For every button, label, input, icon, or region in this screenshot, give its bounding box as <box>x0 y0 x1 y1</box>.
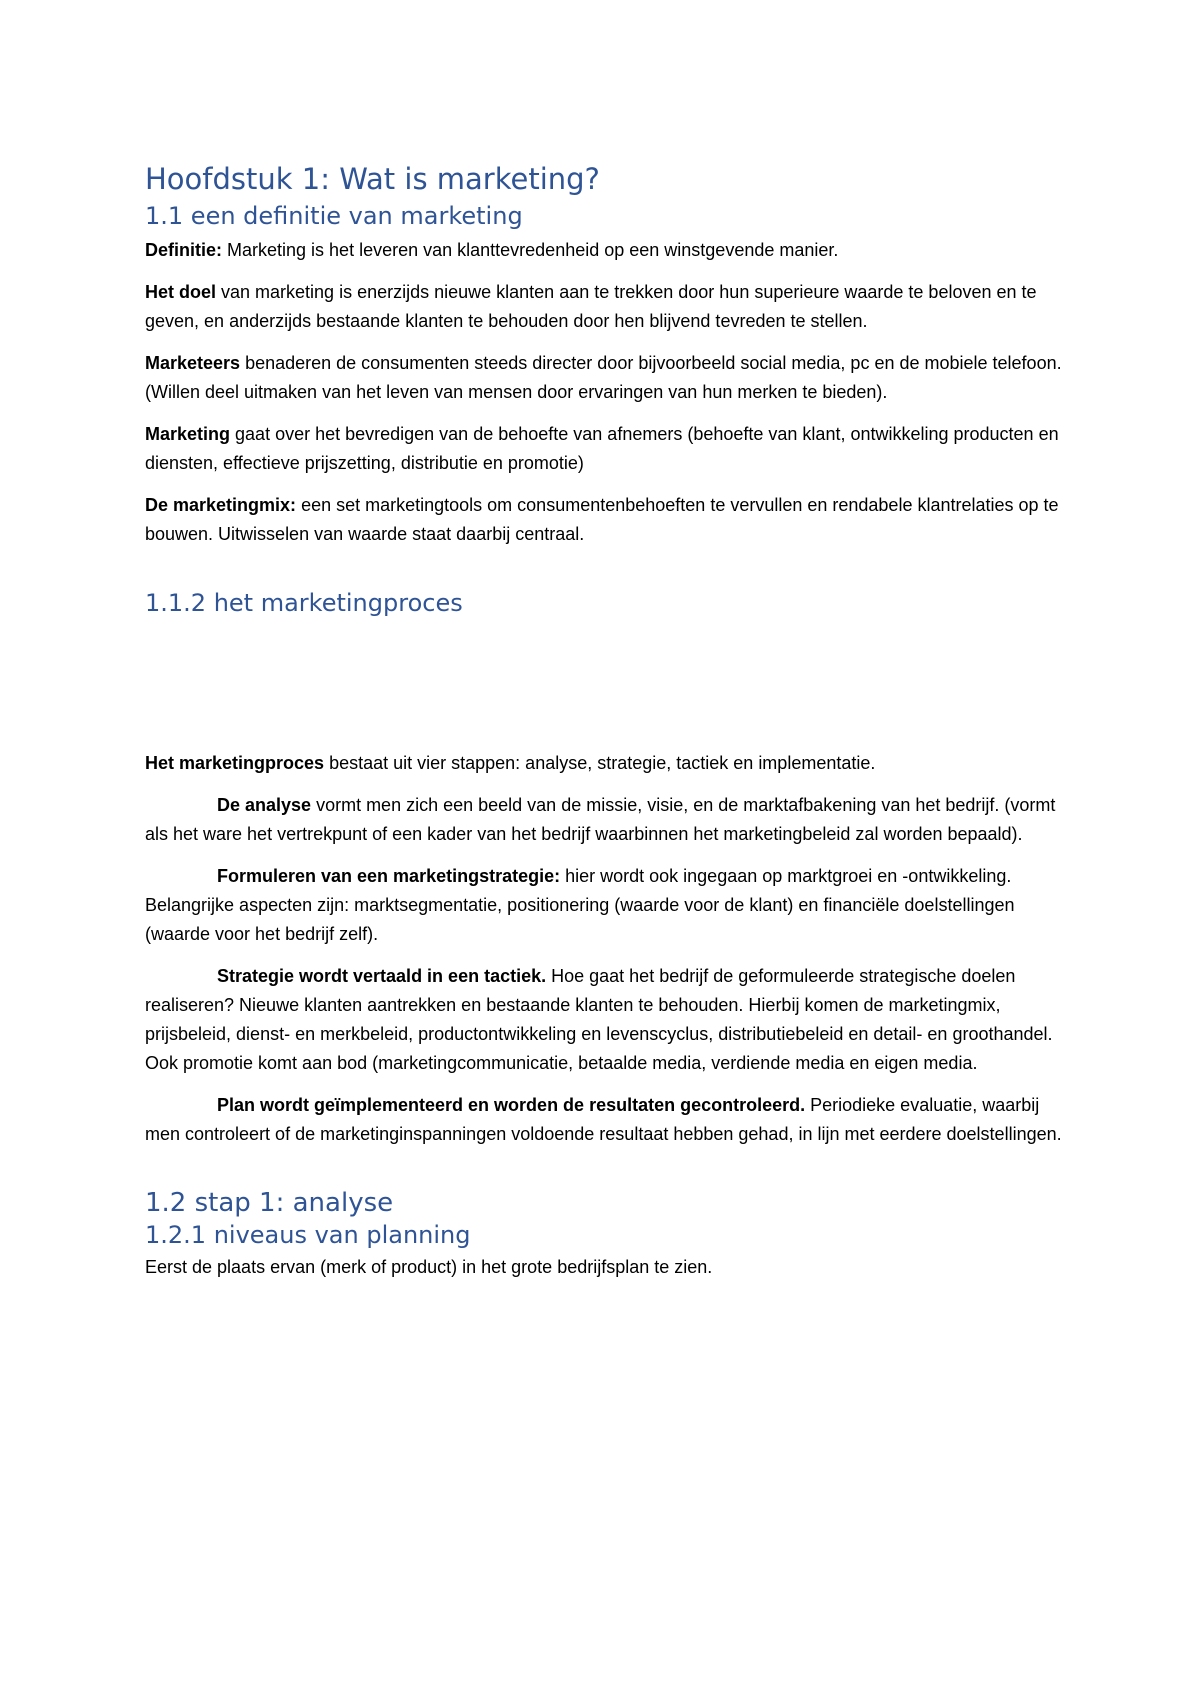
bold-term: Strategie wordt vertaald in een tactiek. <box>217 966 547 986</box>
bold-term: De analyse <box>217 795 312 815</box>
paragraph-marketingmix <box>145 491 1065 549</box>
document-page <box>145 160 1065 1295</box>
paragraph-text: vormt men zich een beeld van de missie, visie, en de marktafbakening van het bedrijf. (vormt als het ware het vertrekpunt of een kader van het bedrijf waarbinnen het marketingbeleid zal worden bepaald). <box>145 795 1056 844</box>
paragraph-doel <box>145 278 1065 336</box>
bold-term: Formuleren van een marketingstrategie: <box>217 866 561 886</box>
bold-term: De marketingmix: <box>145 495 297 515</box>
bold-term: Het marketingproces <box>145 753 325 773</box>
paragraph-marketing <box>145 420 1065 478</box>
paragraph-text: bestaat uit vier stappen: analyse, strategie, tactiek en implementatie. <box>324 753 876 773</box>
paragraph-strategie <box>145 862 1065 949</box>
paragraph-analyse <box>145 791 1065 849</box>
paragraph-definitie <box>145 236 1065 265</box>
section-heading-1-2-1: 1.2.1 niveaus van planning <box>145 1221 471 1249</box>
paragraph-text: van marketing is enerzijds nieuwe klanten aan te trekken door hun superieure waarde te beloven en te geven, en anderzijds bestaande klanten te behouden door hen blijvend tevreden te stellen. <box>145 282 1037 331</box>
paragraph-marketeers <box>145 349 1065 407</box>
paragraph-text: benaderen de consumenten steeds directer door bijvoorbeeld social media, pc en de mobiele telefoon. (Willen deel uitmaken van het leven van mensen door ervaringen van hun merken te bieden). <box>145 353 1062 402</box>
bold-term: Marketeers <box>145 353 241 373</box>
paragraph-tactiek <box>145 962 1065 1078</box>
paragraph-text: Periodieke evaluatie, waarbij men controleert of de marketinginspanningen voldoende resultaat hebben gehad, in lijn met eerdere doelstellingen. <box>145 1095 1062 1144</box>
paragraph-eerst: Eerst de plaats ervan (merk of product) in het grote bedrijfsplan te zien. <box>145 1257 713 1277</box>
paragraph-text: Marketing is het leveren van klanttevredenheid op een winstgevende manier. <box>222 240 839 260</box>
bold-term: Definitie: <box>145 240 223 260</box>
section-heading-1-1: 1.1 een definitie van marketing <box>145 202 523 230</box>
paragraph-text: hier wordt ook ingegaan op marktgroei en -ontwikkeling. Belangrijke aspecten zijn: marktsegmentatie, positionering (waarde voor de klant) en financiële doelstellingen (waarde voor het bedrijf zelf). <box>145 866 1015 944</box>
paragraph-text: Hoe gaat het bedrijf de geformuleerde strategische doelen realiseren? Nieuwe klanten aantrekken en bestaande klanten te behouden. Hierbij komen de marketingmix, prijsbeleid, dienst- en merkbeleid, productontwikkeling en levenscyclus, distributiebeleid en detail- en groothandel. Ook promotie komt aan bod (marketingcommunicatie, betaalde media, verdiende media en eigen media. <box>145 966 1053 1073</box>
section-heading-1-1-2: 1.1.2 het marketingproces <box>145 589 463 617</box>
paragraph-text: gaat over het bevredigen van de behoefte van afnemers (behoefte van klant, ontwikkeling producten en diensten, effectieve prijszetting, distributie en promotie) <box>145 424 1059 473</box>
bold-term: Het doel <box>145 282 217 302</box>
bold-term: Plan wordt geïmplementeerd en worden de resultaten gecontroleerd. <box>217 1095 806 1115</box>
section-heading-1-2: 1.2 stap 1: analyse <box>145 1188 394 1218</box>
paragraph-text: een set marketingtools om consumentenbehoeften te vervullen en rendabele klantrelaties op te bouwen. Uitwisselen van waarde staat daarbij centraal. <box>145 495 1059 544</box>
paragraph-marketingproces <box>145 749 1065 778</box>
paragraph-plan <box>145 1091 1065 1149</box>
bold-term: Marketing <box>145 424 231 444</box>
chapter-heading: Hoofdstuk 1: Wat is marketing? <box>145 162 600 196</box>
